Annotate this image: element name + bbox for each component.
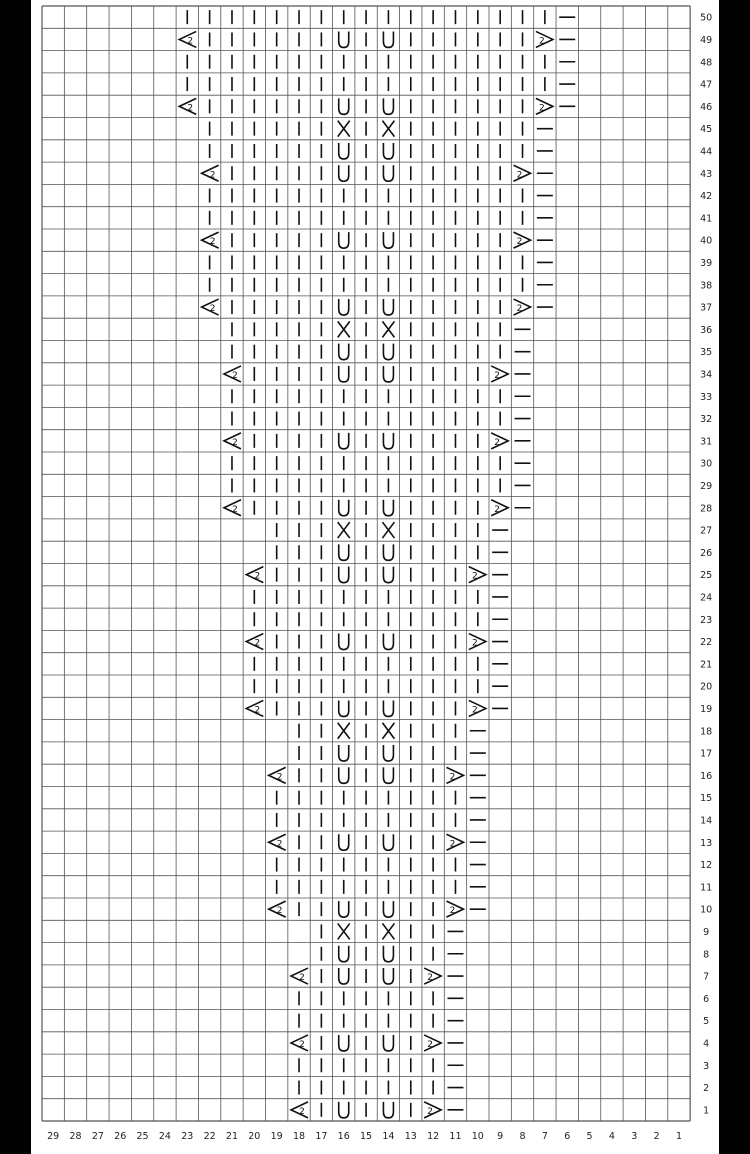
cross-stitch <box>338 723 350 739</box>
row-number-label: 44 <box>700 146 713 158</box>
decrease-count-label: 2 <box>494 370 501 381</box>
column-number-label: 10 <box>471 1131 484 1142</box>
yarn-over-stitch <box>383 946 393 962</box>
yarn-over-stitch <box>339 344 349 360</box>
chart-sheet <box>31 0 719 1154</box>
row-number-label: 4 <box>703 1038 710 1050</box>
row-number-label: 19 <box>700 703 713 715</box>
column-number-label: 14 <box>382 1131 395 1142</box>
yarn-over-stitch <box>339 366 349 382</box>
row-number-label: 1 <box>703 1105 710 1117</box>
yarn-over-stitch <box>383 544 393 560</box>
row-number-label: 18 <box>700 726 713 738</box>
yarn-over-stitch <box>339 31 349 47</box>
row-number-label: 32 <box>700 414 713 426</box>
row-number-label: 25 <box>700 570 713 582</box>
decrease-count-label: 2 <box>449 772 456 783</box>
row-number-label: 41 <box>700 213 713 225</box>
column-number-label: 11 <box>449 1131 462 1142</box>
column-number-label: 2 <box>653 1131 660 1142</box>
row-number-label: 22 <box>700 637 713 649</box>
cross-stitch <box>382 522 394 538</box>
row-number-label: 50 <box>700 12 713 24</box>
row-number-label: 10 <box>700 904 713 916</box>
decrease-count-label: 2 <box>232 437 238 448</box>
row-number-label: 40 <box>700 235 713 247</box>
row-number-label: 26 <box>700 547 713 559</box>
column-number-label: 19 <box>270 1131 283 1142</box>
column-number-label: 9 <box>497 1131 504 1142</box>
row-number-label: 15 <box>700 793 713 805</box>
decrease-count-label: 2 <box>449 839 456 850</box>
decrease-count-label: 2 <box>516 304 523 315</box>
cross-stitch <box>382 121 394 137</box>
yarn-over-stitch <box>339 143 349 159</box>
decrease-count-label: 2 <box>494 437 501 448</box>
yarn-over-stitch <box>383 700 393 716</box>
decrease-count-label: 2 <box>276 906 283 917</box>
row-number-label: 31 <box>700 436 713 448</box>
yarn-over-stitch <box>339 767 349 783</box>
yarn-over-stitch <box>339 634 349 650</box>
decrease-count-label: 2 <box>276 839 283 850</box>
yarn-over-stitch <box>339 1035 349 1051</box>
row-number-label: 39 <box>700 257 713 269</box>
row-number-label: 20 <box>700 681 713 693</box>
yarn-over-stitch <box>383 834 393 850</box>
decrease-count-label: 2 <box>209 237 216 248</box>
yarn-over-stitch <box>383 31 393 47</box>
yarn-over-stitch <box>383 767 393 783</box>
column-number-label: 26 <box>114 1131 127 1142</box>
decrease-count-label: 2 <box>254 705 261 716</box>
row-number-label: 14 <box>700 815 713 827</box>
decrease-count-label: 2 <box>232 370 238 381</box>
yarn-over-stitch <box>383 634 393 650</box>
decrease-count-label: 2 <box>254 638 261 649</box>
row-number-label: 34 <box>700 369 713 381</box>
row-number-label: 17 <box>700 748 713 760</box>
row-number-label: 45 <box>700 124 713 136</box>
column-number-label: 8 <box>519 1131 526 1142</box>
yarn-over-stitch <box>383 567 393 583</box>
decrease-count-label: 2 <box>209 170 216 181</box>
yarn-over-stitch <box>339 544 349 560</box>
yarn-over-stitch <box>339 901 349 917</box>
decrease-count-label: 2 <box>539 103 545 114</box>
cross-stitch <box>338 522 350 538</box>
decrease-count-label: 2 <box>516 237 523 248</box>
yarn-over-stitch <box>383 98 393 114</box>
row-number-label: 21 <box>700 659 713 671</box>
yarn-over-stitch <box>383 968 393 984</box>
yarn-over-stitch <box>383 433 393 449</box>
column-number-label: 28 <box>69 1131 82 1142</box>
cross-stitch <box>338 923 350 939</box>
cross-stitch <box>338 321 350 337</box>
row-number-label: 28 <box>700 503 713 515</box>
column-number-label: 3 <box>631 1131 638 1142</box>
cross-stitch <box>338 121 350 137</box>
column-number-label: 7 <box>541 1131 548 1142</box>
row-number-label: 37 <box>700 302 713 314</box>
row-number-label: 8 <box>703 949 710 961</box>
decrease-count-label: 2 <box>187 103 194 114</box>
row-number-label: 49 <box>700 34 713 46</box>
row-number-label: 43 <box>700 168 713 180</box>
knitting-chart <box>31 0 719 1154</box>
row-number-label: 30 <box>700 458 713 470</box>
decrease-count-label: 2 <box>254 571 261 582</box>
yarn-over-stitch <box>339 946 349 962</box>
column-number-label: 16 <box>337 1131 350 1142</box>
column-number-label: 21 <box>225 1131 239 1142</box>
decrease-count-label: 2 <box>427 1039 433 1050</box>
yarn-over-stitch <box>383 366 393 382</box>
yarn-over-stitch <box>383 165 393 181</box>
row-number-label: 12 <box>700 860 713 872</box>
yarn-over-stitch <box>383 344 393 360</box>
row-number-label: 46 <box>700 101 713 113</box>
row-number-label: 33 <box>700 391 713 403</box>
column-number-label: 27 <box>91 1131 104 1142</box>
column-number-label: 1 <box>675 1131 682 1142</box>
decrease-count-label: 2 <box>494 504 501 515</box>
row-number-label: 3 <box>703 1060 710 1072</box>
decrease-count-label: 2 <box>209 304 216 315</box>
column-number-label: 17 <box>315 1131 328 1142</box>
decrease-count-label: 2 <box>187 36 194 47</box>
column-number-label: 22 <box>203 1131 216 1142</box>
row-number-label: 24 <box>700 592 713 604</box>
cross-stitch <box>382 923 394 939</box>
row-number-label: 35 <box>700 347 713 359</box>
row-number-label: 47 <box>700 79 713 91</box>
decrease-count-label: 2 <box>299 1039 305 1050</box>
decrease-count-label: 2 <box>471 638 478 649</box>
decrease-count-label: 2 <box>299 973 305 984</box>
decrease-count-label: 2 <box>427 973 433 984</box>
yarn-over-stitch <box>339 232 349 248</box>
row-number-label: 5 <box>703 1016 710 1028</box>
yarn-over-stitch <box>383 500 393 516</box>
decrease-count-label: 2 <box>516 170 523 181</box>
decrease-count-label: 2 <box>449 906 456 917</box>
row-number-label: 9 <box>703 926 710 938</box>
row-number-label: 27 <box>700 525 713 537</box>
column-number-label: 6 <box>564 1131 571 1142</box>
row-number-label: 16 <box>700 770 713 782</box>
yarn-over-stitch <box>383 299 393 315</box>
decrease-count-label: 2 <box>471 705 478 716</box>
yarn-over-stitch <box>383 1102 393 1118</box>
yarn-over-stitch <box>339 745 349 761</box>
row-number-label: 13 <box>700 837 713 849</box>
yarn-over-stitch <box>339 500 349 516</box>
column-number-label: 18 <box>292 1131 306 1142</box>
row-numbers <box>700 13 712 1117</box>
column-number-label: 24 <box>158 1131 171 1142</box>
column-number-label: 13 <box>404 1131 417 1142</box>
row-number-label: 7 <box>703 971 710 983</box>
row-number-label: 11 <box>700 882 713 894</box>
yarn-over-stitch <box>339 567 349 583</box>
yarn-over-stitch <box>339 968 349 984</box>
yarn-over-stitch <box>339 834 349 850</box>
column-numbers <box>47 1131 682 1142</box>
row-number-label: 29 <box>700 480 713 492</box>
row-number-label: 48 <box>700 57 713 69</box>
yarn-over-stitch <box>339 299 349 315</box>
yarn-over-stitch <box>339 700 349 716</box>
cross-stitch <box>382 723 394 739</box>
row-number-label: 2 <box>703 1083 710 1095</box>
decrease-count-label: 2 <box>232 504 238 515</box>
row-number-label: 6 <box>703 993 710 1005</box>
yarn-over-stitch <box>383 232 393 248</box>
yarn-over-stitch <box>383 901 393 917</box>
column-number-label: 29 <box>47 1131 60 1142</box>
yarn-over-stitch <box>383 143 393 159</box>
row-number-label: 42 <box>700 191 713 203</box>
row-number-label: 36 <box>700 324 713 336</box>
decrease-count-label: 2 <box>539 36 545 47</box>
row-number-label: 23 <box>700 614 713 626</box>
column-number-label: 15 <box>360 1131 373 1142</box>
row-number-label: 38 <box>700 280 713 292</box>
yarn-over-stitch <box>383 745 393 761</box>
yarn-over-stitch <box>339 98 349 114</box>
column-number-label: 12 <box>427 1131 440 1142</box>
yarn-over-stitch <box>339 165 349 181</box>
column-number-label: 5 <box>586 1131 593 1142</box>
column-number-label: 4 <box>608 1131 615 1142</box>
decrease-count-label: 2 <box>276 772 283 783</box>
column-number-label: 25 <box>136 1131 149 1142</box>
decrease-count-label: 2 <box>299 1106 305 1117</box>
decrease-count-label: 2 <box>427 1106 433 1117</box>
yarn-over-stitch <box>339 433 349 449</box>
decrease-count-label: 2 <box>471 571 478 582</box>
cross-stitch <box>382 321 394 337</box>
yarn-over-stitch <box>383 1035 393 1051</box>
column-number-label: 23 <box>181 1131 194 1142</box>
column-number-label: 20 <box>248 1131 261 1142</box>
yarn-over-stitch <box>339 1102 349 1118</box>
